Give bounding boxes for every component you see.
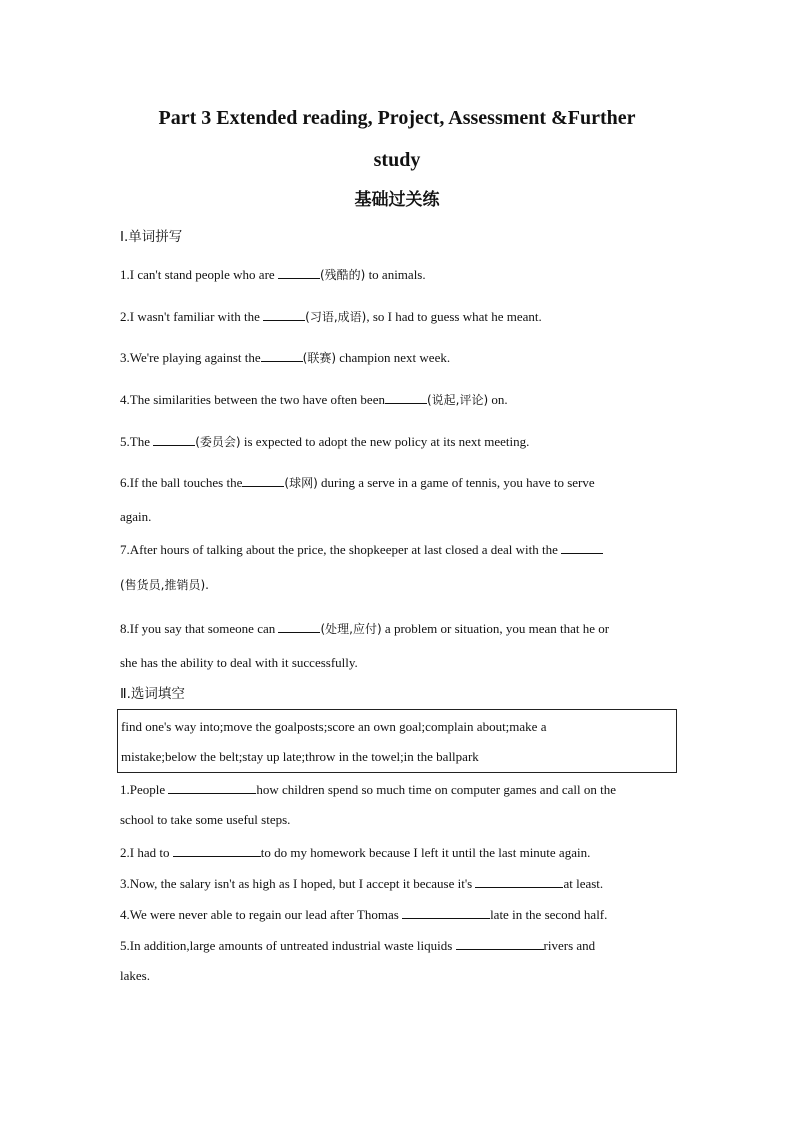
q6-answer-blank[interactable] (242, 473, 284, 487)
section2-heading: Ⅱ.选词填空 (120, 686, 185, 702)
s2q5-answer-blank[interactable] (456, 936, 544, 950)
q3-answer-blank[interactable] (261, 348, 303, 362)
s2q3-answer-blank[interactable] (475, 874, 563, 888)
section1-question-8 (120, 619, 609, 638)
q4-hint: (说起,评论) (426, 393, 489, 407)
s2q3-text-post: at least. (563, 876, 604, 891)
s2q4-answer-blank[interactable] (402, 905, 490, 919)
q6-hint: (球网) (284, 476, 318, 490)
document-title-line1: Part 3 Extended reading, Project, Assessment &Further (158, 107, 636, 129)
section2-question-2 (120, 843, 590, 862)
q8-text-post: a problem or situation, you mean that he or (381, 621, 610, 636)
section2-question-3 (120, 874, 603, 893)
section1-question-3 (120, 348, 450, 367)
s2q1-text-post: how children spend so much time on computer games and call on the (256, 782, 616, 797)
word-bank-box (117, 709, 677, 773)
section1-question-4 (120, 390, 508, 409)
q4-text-pre: 4.The similarities between the two have often been (120, 392, 385, 407)
section2-question-5 (120, 936, 595, 955)
q8-text-pre: 8.If you say that someone can (120, 621, 279, 636)
section2-question-5-continued: lakes. (120, 968, 150, 983)
q8-hint: (处理,应付) (320, 622, 382, 636)
section1-question-7-continued: (售货员,推销员). (120, 578, 209, 592)
word-bank-line1: find one's way into;move the goalposts;score an own goal;complain about;make a (121, 719, 547, 734)
q4-text-post: on. (488, 392, 508, 407)
q6-text-pre: 6.If the ball touches the (120, 475, 243, 490)
s2q2-text-pre: 2.I had to (120, 845, 173, 860)
section1-question-5 (120, 432, 529, 451)
q1-hint: (残酷的) (319, 268, 366, 282)
s2q4-text-post: late in the second half. (490, 907, 608, 922)
section1-question-8-continued: she has the ability to deal with it successfully. (120, 655, 358, 670)
section2-question-1 (120, 780, 616, 799)
s2q5-text-pre: 5.In addition,large amounts of untreated industrial waste liquids (120, 938, 456, 953)
section1-heading: Ⅰ.单词拼写 (120, 229, 183, 245)
q8-answer-blank[interactable] (278, 619, 320, 633)
q7-text-pre: 7.After hours of talking about the price, the shopkeeper at last closed a deal with the (120, 542, 562, 557)
section2-question-1-continued: school to take some useful steps. (120, 812, 291, 827)
section2-question-4 (120, 905, 607, 924)
section1-question-1 (120, 265, 426, 284)
s2q2-answer-blank[interactable] (173, 843, 261, 857)
section1-question-7 (120, 540, 603, 559)
q2-text-post: , so I had to guess what he meant. (366, 309, 542, 324)
q3-hint: (联赛) (302, 351, 337, 365)
q5-text-pre: 5.The (120, 434, 154, 449)
s2q4-text-pre: 4.We were never able to regain our lead after Thomas (120, 907, 403, 922)
s2q5-text-post: rivers and (543, 938, 596, 953)
document-title-line2: study (373, 149, 421, 171)
q2-text-pre: 2.I wasn't familiar with the (120, 309, 264, 324)
q5-text-post: is expected to adopt the new policy at its next meeting. (240, 434, 530, 449)
section1-question-6-continued: again. (120, 509, 152, 524)
q6-text-post: during a serve in a game of tennis, you have to serve (317, 475, 595, 490)
s2q3-text-pre: 3.Now, the salary isn't as high as I hoped, but I accept it because it's (120, 876, 476, 891)
section1-question-6 (120, 473, 595, 492)
q1-answer-blank[interactable] (278, 265, 320, 279)
q5-hint: (委员会) (195, 435, 241, 449)
s2q2-text-post: to do my homework because I left it until the last minute again. (260, 845, 591, 860)
q5-answer-blank[interactable] (153, 432, 195, 446)
s2q1-text-pre: 1.People (120, 782, 169, 797)
q7-answer-blank[interactable] (561, 540, 603, 554)
q3-text-post: champion next week. (336, 350, 451, 365)
q2-hint: (习语,成语) (305, 310, 367, 324)
q1-text-post: to animals. (365, 267, 426, 282)
section1-question-2 (120, 307, 542, 326)
document-subtitle: 基础过关练 (354, 190, 440, 210)
word-bank-line2: mistake;below the belt;stay up late;throw in the towel;in the ballpark (121, 749, 479, 764)
s2q1-answer-blank[interactable] (168, 780, 256, 794)
q2-answer-blank[interactable] (263, 307, 305, 321)
q4-answer-blank[interactable] (385, 390, 427, 404)
q1-text-pre: 1.I can't stand people who are (120, 267, 278, 282)
q3-text-pre: 3.We're playing against the (120, 350, 261, 365)
